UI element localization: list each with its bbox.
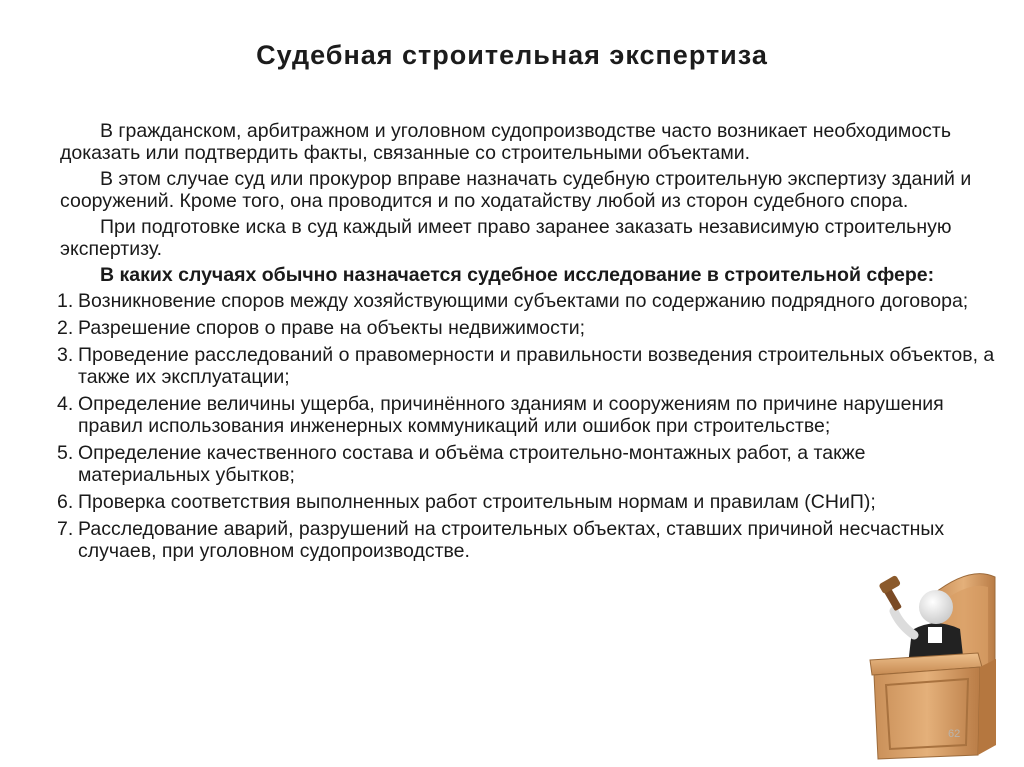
list-item <box>57 491 995 513</box>
list-item <box>57 442 995 486</box>
paragraph-2: В этом случае суд или прокурор вправе назначать судебную строительную экспертизу зданий и сооружений. Кроме того, она проводится и по ходатайству любой из сторон судебного спора. <box>60 168 972 212</box>
list-item-text: Проверка соответствия выполненных работ строительным нормам и правилам (СНиП); <box>78 491 876 513</box>
list-item-number: 7. <box>57 518 74 540</box>
slide-body <box>57 120 995 567</box>
list-item-number: 6. <box>57 491 74 513</box>
list-item-text: Возникновение споров между хозяйствующими субъектами по содержанию подрядного договора; <box>78 290 969 312</box>
list-item-text: Определение качественного состава и объёма строительно-монтажных работ, а также материальных убытков; <box>78 442 866 486</box>
list-item <box>57 393 995 437</box>
list-item-text: Расследование аварий, разрушений на строительных объектах, ставших причиной несчастных случаев, при уголовном судопроизводстве. <box>78 518 945 562</box>
list-item-number: 2. <box>57 317 74 339</box>
paragraph-1: В гражданском, арбитражном и уголовном судопроизводстве часто возникает необходимость доказать или подтвердить факты, связанные со строительными объектами. <box>60 120 952 164</box>
judge-at-podium-icon <box>850 555 1010 760</box>
slide-title: Судебная строительная экспертиза <box>256 40 768 70</box>
list-item-number: 4. <box>57 393 74 415</box>
list-item-text: Проведение расследований о правомерности и правильности возведения строительных объектов, а также их эксплуатации; <box>78 344 995 388</box>
list-item-number: 3. <box>57 344 74 366</box>
list-heading: В каких случаях обычно назначается судебное исследование в строительной сфере: <box>100 264 935 286</box>
list-item-number: 5. <box>57 442 74 464</box>
list-item <box>57 344 995 388</box>
paragraph-3: При подготовке иска в суд каждый имеет право заранее заказать независимую строительную экспертизу. <box>60 216 952 260</box>
cases-list <box>57 290 995 562</box>
list-item-text: Разрешение споров о праве на объекты недвижимости; <box>78 317 586 339</box>
page-number: 62 <box>948 728 961 740</box>
list-item-number: 1. <box>57 290 74 312</box>
list-item <box>57 290 995 312</box>
list-item <box>57 317 995 339</box>
list-item-text: Определение величины ущерба, причинённого зданиям и сооружениям по причине нарушения правил использования инженерных коммуникаций или ошибок при строительстве; <box>78 393 944 437</box>
